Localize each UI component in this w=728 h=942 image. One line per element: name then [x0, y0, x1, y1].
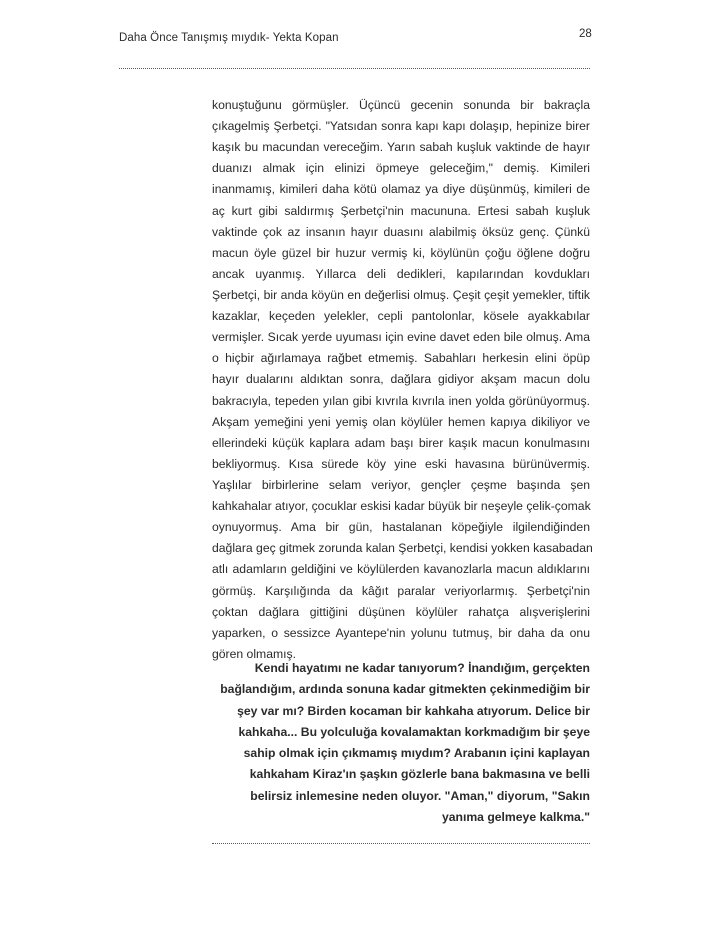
body-line: kazaklar, keçeden yelekler, cepli pantolonlar, kösele ayakkabılar [212, 309, 590, 324]
running-header-title: Daha Önce Tanışmış mıydık- Yekta Kopan [119, 32, 339, 44]
quote-line: belirsiz inlemesine neden oluyor. "Aman," diyorum, "Sakın [250, 788, 590, 803]
body-line: ellerindeki küçük kaplara adam başı birer kaşık macun konulmasını [212, 435, 590, 450]
body-line: Şerbetçi, bir anda köyün en değerlisi olmuş. Çeşit çeşit yemekler, tiftik [212, 287, 590, 302]
body-line: duanızı almak için elinizi öpmeye geleceğim," demiş. Kimileri [212, 161, 590, 176]
body-line: yaparken, o sessizce Ayantepe'nin yolunu tutmuş, bir daha da onu [212, 625, 590, 640]
body-line: atlı adamların geldiğini ve köylülerden kavanozlarla macun aldıklarını [212, 562, 590, 577]
quote-line: sahip olmak için çıkmamış mıydım? Arabanın içini kaplayan [243, 746, 590, 761]
footer-divider [212, 843, 590, 844]
quote-line: yanıma gelmeye kalkma." [441, 810, 590, 825]
body-line: çoktan dağlara gittiğini düşünen köylüler rahatça alışverişlerini [212, 604, 590, 619]
quote-line: şey var mı? Birden kocaman bir kahkaha atıyorum. Delice bir [237, 703, 590, 718]
italic-quote-block [212, 658, 590, 828]
body-line: hayır dualarını aldıktan sonra, dağlara gidiyor akşam macun dolu [212, 372, 590, 387]
quote-line: kahkaha... Bu yolculuğa kovalamaktan korkmadığım bir şeye [238, 724, 590, 739]
body-line: bekliyormuş. Kısa sürede köy yine eski havasına bürünüvermiş. [212, 456, 590, 471]
body-line: kahkahalar atıyor, çocuklar eskisi kadar büyük bir neşeyle çelik-çomak [212, 499, 591, 514]
body-line: kaşık bu macundan vereceğim. Yarın sabah kuşluk vaktinde de hayır [212, 140, 590, 155]
body-line: ancak uyanmış. Yıllarca deli dedikleri, kapılarından kovdukları [212, 266, 590, 281]
quote-line: kahkaham Kiraz'ın şaşkın gözlerle bana bakmasına ve belli [249, 767, 590, 782]
header-divider [119, 68, 590, 69]
body-line: çıkagelmiş Şerbetçi. "Yatsıdan sonra kapı kapı dolaşıp, hepinize birer [212, 119, 590, 134]
body-line: oynuyormuş. Ama bir gün, hastalanan köpeğiyle ilgilendiğinden [212, 520, 590, 535]
body-line: vaktinde çok az insanın hayır duasını alabilmiş öksüz genç. Çünkü [212, 224, 590, 239]
quote-line: bağlandığım, ardında sonuna kadar gitmekten çekinmediğim bir [220, 682, 590, 697]
body-line: inanmamış, kimileri daha kötü olamaz ya diye düşünmüş, kimileri de [212, 182, 590, 197]
body-line: konuştuğunu görmüşler. Üçüncü gecenin sonunda bir bakraçla [212, 98, 590, 112]
body-line: vermişler. Sıcak yerde uyuması için evine davet eden bile olmuş. Ama [212, 330, 590, 345]
page-number: 28 [579, 28, 592, 40]
body-line: Akşam yemeğini yeni yemiş olan köylüler hemen kapıya dikiliyor ve [212, 414, 590, 429]
body-line: gören olmamış. [212, 646, 296, 661]
body-line: dağlara geç gitmek zorunda kalan Şerbetçi, kendisi yokken kasabadan [212, 541, 593, 556]
body-line: bakracıyla, tepeden yılan gibi kıvrıla kıvrıla inen yolda görünüyormuş. [212, 393, 590, 408]
body-paragraph [212, 95, 593, 665]
body-line: macun öyle güzel bir huzur vermiş ki, köylünün çoğu öğlene doğru [212, 245, 590, 260]
body-line: görmüş. Karşılığında da kâğıt paralar veriyorlarmış. Şerbetçi'nin [212, 583, 590, 598]
body-line: Yaşlılar birbirlerine selam veriyor, gençler çeşme başında şen [212, 477, 590, 492]
body-line: aç kurt gibi saldırmış Şerbetçi'nin macununa. Ertesi sabah kuşluk [212, 203, 590, 218]
quote-line: Kendi hayatımı ne kadar tanıyorum? İnandığım, gerçekten [254, 661, 590, 675]
body-line: o hiçbir ağırlamaya rağbet etmemiş. Sabahları herkesin elini öpüp [212, 351, 590, 366]
